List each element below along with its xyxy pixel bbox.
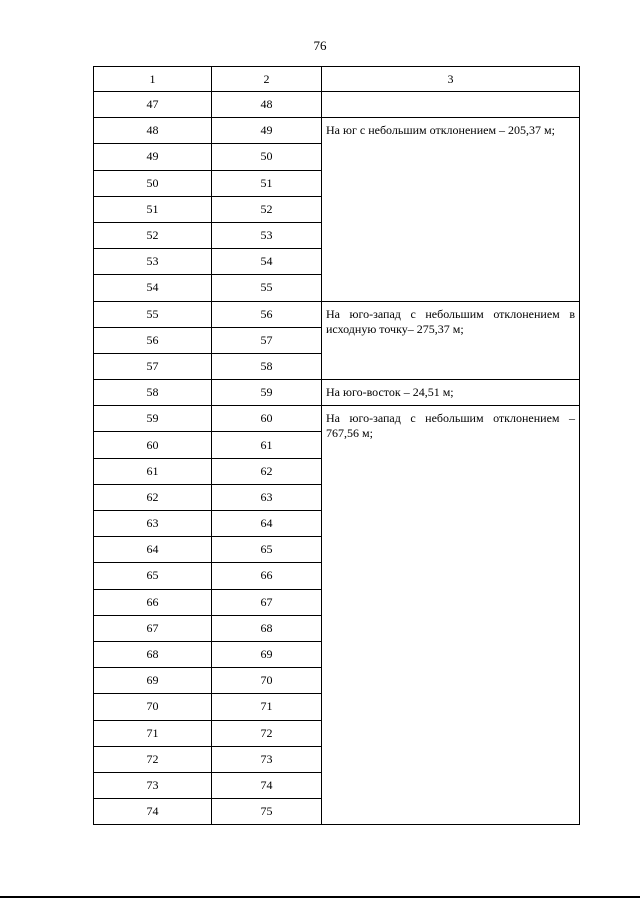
end-point-cell: 65	[212, 537, 322, 563]
start-point-cell: 49	[94, 144, 212, 170]
end-point-cell: 62	[212, 458, 322, 484]
end-point-cell: 51	[212, 170, 322, 196]
start-point-cell: 56	[94, 327, 212, 353]
start-point-cell: 67	[94, 615, 212, 641]
end-point-cell: 54	[212, 249, 322, 275]
column-header-1: 1	[94, 67, 212, 92]
start-point-cell: 66	[94, 589, 212, 615]
end-point-cell: 55	[212, 275, 322, 301]
start-point-cell: 63	[94, 511, 212, 537]
start-point-cell: 72	[94, 746, 212, 772]
start-point-cell: 50	[94, 170, 212, 196]
end-point-cell: 71	[212, 694, 322, 720]
direction-description-cell: На юг с небольшим отклонением – 205,37 м;	[322, 118, 580, 301]
start-point-cell: 62	[94, 484, 212, 510]
start-point-cell: 55	[94, 301, 212, 327]
table-body	[94, 92, 580, 825]
table-row	[94, 92, 580, 118]
table-row	[94, 380, 580, 406]
end-point-cell: 64	[212, 511, 322, 537]
start-point-cell: 71	[94, 720, 212, 746]
end-point-cell: 73	[212, 746, 322, 772]
end-point-cell: 66	[212, 563, 322, 589]
start-point-cell: 58	[94, 380, 212, 406]
boundary-points-table	[93, 66, 580, 825]
end-point-cell: 70	[212, 668, 322, 694]
end-point-cell: 59	[212, 380, 322, 406]
end-point-cell: 58	[212, 353, 322, 379]
start-point-cell: 69	[94, 668, 212, 694]
end-point-cell: 49	[212, 118, 322, 144]
column-header-2: 2	[212, 67, 322, 92]
end-point-cell: 50	[212, 144, 322, 170]
end-point-cell: 69	[212, 641, 322, 667]
end-point-cell: 72	[212, 720, 322, 746]
start-point-cell: 57	[94, 353, 212, 379]
start-point-cell: 60	[94, 432, 212, 458]
end-point-cell: 57	[212, 327, 322, 353]
start-point-cell: 73	[94, 772, 212, 798]
end-point-cell: 74	[212, 772, 322, 798]
page-number: 76	[313, 38, 327, 53]
start-point-cell: 65	[94, 563, 212, 589]
end-point-cell: 68	[212, 615, 322, 641]
end-point-cell: 52	[212, 196, 322, 222]
start-point-cell: 74	[94, 799, 212, 825]
end-point-cell: 63	[212, 484, 322, 510]
table-row	[94, 118, 580, 144]
column-header-3: 3	[322, 67, 580, 92]
start-point-cell: 53	[94, 249, 212, 275]
start-point-cell: 52	[94, 222, 212, 248]
direction-description-cell: На юго-запад с небольшим отклонением в исходную точку– 275,37 м;	[322, 301, 580, 380]
start-point-cell: 61	[94, 458, 212, 484]
direction-description-cell: На юго-восток – 24,51 м;	[322, 380, 580, 406]
start-point-cell: 59	[94, 406, 212, 432]
direction-description-cell: На юго-запад с небольшим отклонением – 767,56 м;	[322, 406, 580, 825]
start-point-cell: 64	[94, 537, 212, 563]
start-point-cell: 47	[94, 92, 212, 118]
bottom-rule	[0, 896, 640, 898]
start-point-cell: 70	[94, 694, 212, 720]
table-header-row	[94, 67, 580, 92]
direction-description-cell	[322, 92, 580, 118]
start-point-cell: 68	[94, 641, 212, 667]
end-point-cell: 60	[212, 406, 322, 432]
end-point-cell: 48	[212, 92, 322, 118]
start-point-cell: 48	[94, 118, 212, 144]
end-point-cell: 53	[212, 222, 322, 248]
start-point-cell: 54	[94, 275, 212, 301]
end-point-cell: 56	[212, 301, 322, 327]
end-point-cell: 67	[212, 589, 322, 615]
table-row	[94, 301, 580, 327]
table-row	[94, 406, 580, 432]
end-point-cell: 61	[212, 432, 322, 458]
end-point-cell: 75	[212, 799, 322, 825]
start-point-cell: 51	[94, 196, 212, 222]
